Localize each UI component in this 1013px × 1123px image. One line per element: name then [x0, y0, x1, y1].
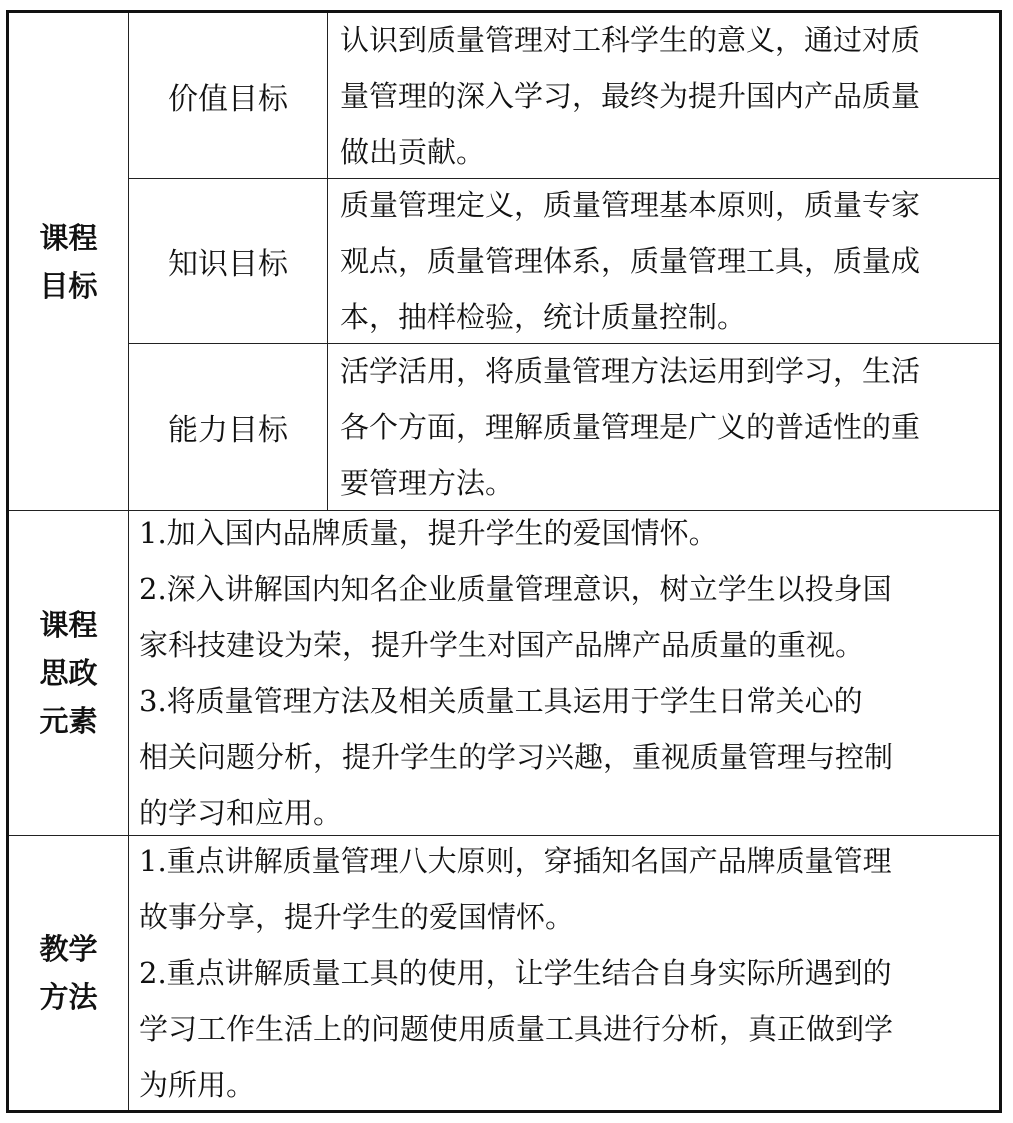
text-line: 2.重点讲解质量工具的使用，让学生结合自身实际所遇到的 — [139, 956, 892, 990]
text-line: 本，抽样检验，统计质量控制。 — [340, 300, 747, 334]
course-table — [6, 10, 1002, 1113]
text-line: 3.将质量管理方法及相关质量工具运用于学生日常关心的 — [139, 684, 863, 718]
text-line: 观点，质量管理体系，质量管理工具，质量成 — [340, 244, 921, 278]
text-line: 认识到质量管理对工科学生的意义，通过对质 — [340, 22, 921, 57]
text-line: 教学 — [39, 932, 98, 966]
text-line: 目标 — [39, 268, 98, 303]
text-line: 要管理方法。 — [340, 466, 515, 500]
text-line: 课程 — [39, 220, 98, 255]
text-line: 2.深入讲解国内知名企业质量管理意识，树立学生以投身国 — [139, 572, 892, 606]
text-line: 方法 — [39, 980, 98, 1014]
text-line: 故事分享，提升学生的爱国情怀。 — [139, 900, 575, 934]
text-line: 的学习和应用。 — [139, 796, 343, 830]
text-line: 家科技建设为荣，提升学生对国产品牌产品质量的重视。 — [139, 628, 865, 662]
text-line: 量管理的深入学习，最终为提升国内产品质量 — [340, 78, 921, 113]
text-line: 思政 — [39, 656, 98, 690]
ability-objective-text — [328, 344, 999, 510]
teaching-methods-text — [129, 836, 999, 1110]
category-teaching-methods — [9, 836, 128, 1110]
text-line: 各个方面，理解质量管理是广义的普适性的重 — [340, 410, 921, 444]
category-ideological-elements — [9, 511, 128, 835]
text-line: 质量管理定义，质量管理基本原则，质量专家 — [340, 188, 921, 222]
value-objective-text — [328, 13, 999, 178]
text-line: 元素 — [39, 704, 98, 738]
text-line: 学习工作生活上的问题使用质量工具进行分析，真正做到学 — [139, 1012, 894, 1046]
text-line: 1.加入国内品牌质量，提升学生的爱国情怀。 — [139, 516, 718, 550]
subcategory-ability: 能力目标 — [168, 413, 288, 448]
text-line: 为所用。 — [139, 1068, 256, 1102]
text-line: 做出贡献。 — [340, 134, 486, 169]
text-line: 相关问题分析，提升学生的学习兴趣，重视质量管理与控制 — [139, 740, 894, 774]
category-course-objectives — [9, 13, 128, 510]
knowledge-objective-text — [328, 179, 999, 343]
ideological-elements-text — [129, 511, 999, 835]
text-line: 1.重点讲解质量管理八大原则，穿插知名国产品牌质量管理 — [139, 844, 892, 878]
text-line: 课程 — [39, 608, 98, 642]
subcategory-value: 价值目标 — [168, 81, 288, 117]
subcategory-knowledge: 知识目标 — [168, 247, 288, 282]
text-line: 活学活用，将质量管理方法运用到学习，生活 — [340, 354, 921, 388]
